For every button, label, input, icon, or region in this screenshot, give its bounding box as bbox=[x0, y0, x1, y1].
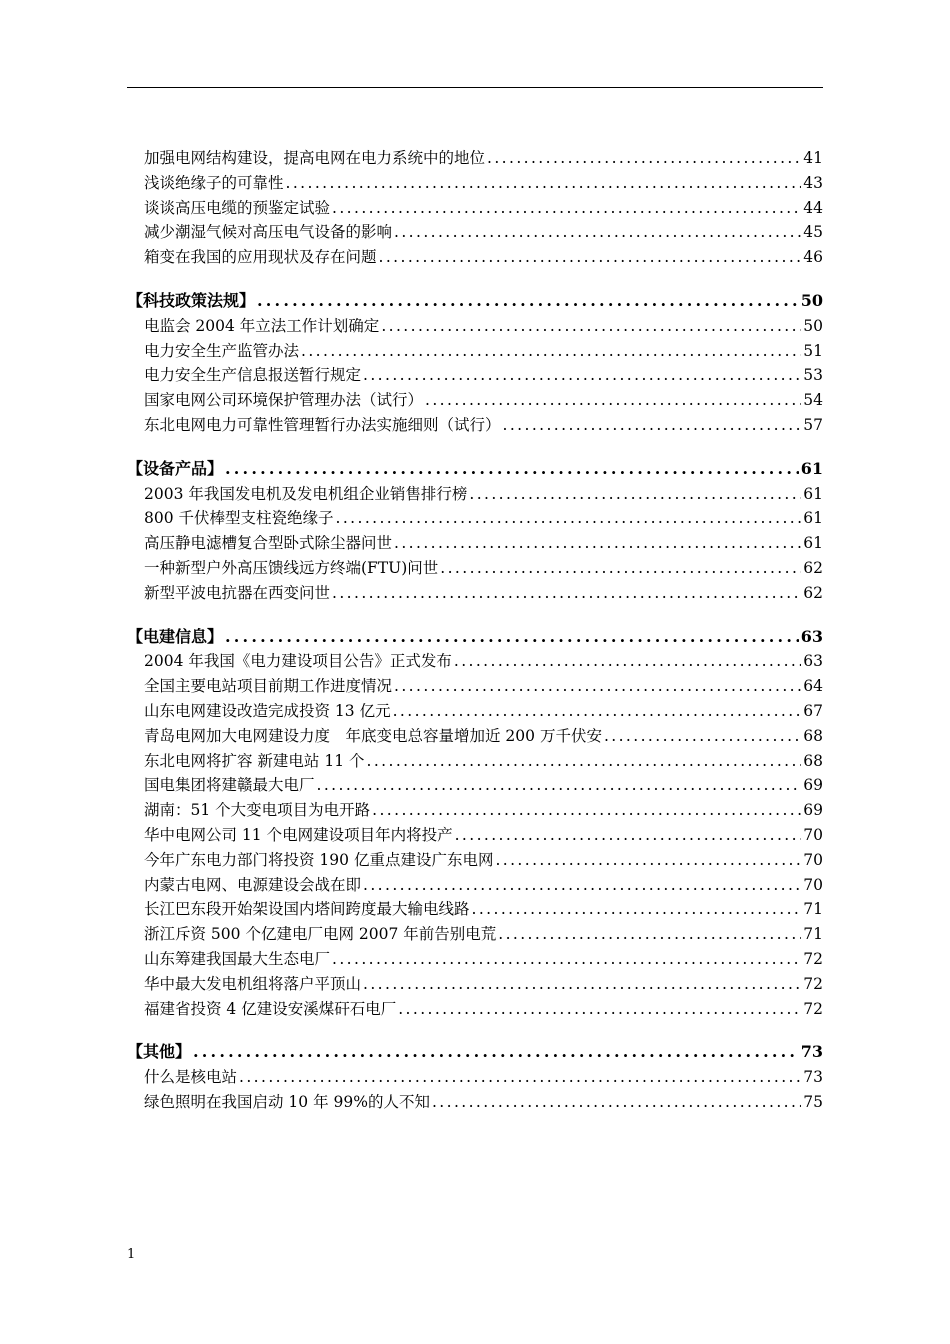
toc-entry-title: 浙江斥资 500 个亿建电厂电网 2007 年前告别电荒 bbox=[144, 925, 497, 944]
toc-entry-page: 75 bbox=[803, 1092, 823, 1111]
toc-entry[interactable] bbox=[127, 531, 823, 556]
toc-section bbox=[127, 625, 823, 1022]
toc-entry-page: 64 bbox=[803, 677, 823, 696]
toc-entry-page: 70 bbox=[803, 875, 823, 894]
toc-entry-title: 一种新型户外高压馈线远方终端(FTU)问世 bbox=[144, 558, 439, 577]
toc-entry[interactable] bbox=[127, 482, 823, 507]
toc-entry-title: 什么是核电站 bbox=[144, 1068, 238, 1087]
toc-entry-title: 东北电网电力可靠性管理暂行办法实施细则（试行） bbox=[144, 415, 501, 434]
dot-leader bbox=[286, 171, 802, 196]
dot-leader bbox=[257, 289, 799, 314]
dot-leader bbox=[193, 1040, 799, 1065]
toc-entry-title: 绿色照明在我国启动 10 年 99%的人不知 bbox=[144, 1092, 430, 1111]
toc-entry-page: 69 bbox=[803, 801, 823, 820]
toc-entry-title: 国电集团将建赣最大电厂 bbox=[144, 776, 315, 795]
toc-section bbox=[127, 146, 823, 270]
toc-entry-page: 43 bbox=[803, 173, 823, 192]
toc-entry-page: 50 bbox=[803, 316, 823, 335]
toc-entry[interactable] bbox=[127, 848, 823, 873]
dot-leader bbox=[604, 724, 801, 749]
toc-entry-title: 浅谈绝缘子的可靠性 bbox=[144, 173, 284, 192]
toc-entry-page: 62 bbox=[803, 558, 823, 577]
dot-leader bbox=[425, 388, 801, 413]
toc-entry-title: 电力安全生产监管办法 bbox=[144, 341, 300, 360]
dot-leader bbox=[301, 339, 801, 364]
dot-leader bbox=[332, 947, 801, 972]
toc-entry[interactable] bbox=[127, 649, 823, 674]
toc-entry[interactable] bbox=[127, 699, 823, 724]
header-rule bbox=[127, 87, 823, 88]
toc-entry-title: 福建省投资 4 亿建设安溪煤矸石电厂 bbox=[144, 999, 397, 1018]
toc-entry[interactable] bbox=[127, 674, 823, 699]
toc-entry[interactable] bbox=[127, 749, 823, 774]
toc-entry-title: 电监会 2004 年立法工作计划确定 bbox=[144, 316, 380, 335]
toc-entry-title: 湖南：51 个大变电项目为电开路 bbox=[144, 801, 371, 820]
toc-entry[interactable] bbox=[127, 1065, 823, 1090]
toc-heading[interactable] bbox=[127, 1040, 823, 1065]
dot-leader bbox=[432, 1090, 801, 1115]
toc-entry-page: 68 bbox=[803, 726, 823, 745]
dot-leader bbox=[363, 972, 801, 997]
dot-leader bbox=[503, 413, 802, 438]
toc-entry-page: 51 bbox=[803, 341, 823, 360]
dot-leader bbox=[336, 506, 802, 531]
dot-leader bbox=[455, 823, 802, 848]
toc-entry-title: 2003 年我国发电机及发电机组企业销售排行榜 bbox=[144, 484, 468, 503]
dot-leader bbox=[363, 873, 801, 898]
toc-entry-page: 73 bbox=[803, 1068, 823, 1087]
dot-leader bbox=[495, 848, 801, 873]
toc-entry[interactable] bbox=[127, 506, 823, 531]
toc-heading-title: 【科技政策法规】 bbox=[127, 290, 256, 310]
dot-leader bbox=[363, 363, 801, 388]
toc-entry-title: 800 千伏棒型支柱瓷绝缘子 bbox=[144, 509, 334, 528]
toc-entry-title: 华中电网公司 11 个电网建设项目年内将投产 bbox=[144, 825, 453, 844]
toc-entry[interactable] bbox=[127, 997, 823, 1022]
toc-entry[interactable] bbox=[127, 947, 823, 972]
dot-leader bbox=[239, 1065, 801, 1090]
toc-entry[interactable] bbox=[127, 773, 823, 798]
toc-heading[interactable] bbox=[127, 625, 823, 650]
toc-entry-page: 63 bbox=[803, 652, 823, 671]
toc-entry[interactable] bbox=[127, 823, 823, 848]
toc-heading-title: 【其他】 bbox=[127, 1042, 192, 1062]
toc-entry[interactable] bbox=[127, 1090, 823, 1115]
toc-entry[interactable] bbox=[127, 556, 823, 581]
toc-entry-page: 44 bbox=[803, 198, 823, 217]
toc-entry-page: 61 bbox=[803, 534, 823, 553]
toc-entry[interactable] bbox=[127, 724, 823, 749]
dot-leader bbox=[498, 922, 801, 947]
toc-entry-page: 70 bbox=[803, 850, 823, 869]
toc-entry-title: 华中最大发电机组将落户平顶山 bbox=[144, 974, 362, 993]
toc-section bbox=[127, 1040, 823, 1114]
toc-entry-page: 46 bbox=[803, 248, 823, 267]
dot-leader bbox=[472, 897, 802, 922]
toc-entry-title: 山东筹建我国最大生态电厂 bbox=[144, 949, 331, 968]
dot-leader bbox=[332, 581, 801, 606]
toc-entry-title: 2004 年我国《电力建设项目公告》正式发布 bbox=[144, 652, 452, 671]
dot-leader bbox=[332, 196, 801, 221]
dot-leader bbox=[394, 674, 801, 699]
toc-entry-page: 72 bbox=[803, 999, 823, 1018]
toc-entry-page: 68 bbox=[803, 751, 823, 770]
toc-heading-page: 73 bbox=[800, 1042, 823, 1062]
toc-entry-page: 41 bbox=[803, 149, 823, 167]
toc-entry-title: 今年广东电力部门将投资 190 亿重点建设广东电网 bbox=[144, 850, 494, 869]
toc-entry-page: 71 bbox=[803, 900, 823, 919]
dot-leader bbox=[469, 482, 801, 507]
toc-entry[interactable] bbox=[127, 171, 823, 196]
toc-entry[interactable] bbox=[127, 196, 823, 221]
dot-leader bbox=[393, 699, 802, 724]
toc-entry-page: 72 bbox=[803, 949, 823, 968]
toc-section bbox=[127, 457, 823, 606]
toc-section bbox=[127, 289, 823, 438]
dot-leader bbox=[381, 314, 801, 339]
toc-heading-page: 50 bbox=[800, 290, 823, 310]
toc-entry-title: 长江巴东段开始架设国内塔间跨度最大输电线路 bbox=[144, 900, 470, 919]
toc-entry[interactable] bbox=[127, 798, 823, 823]
toc-entry-title: 加强电网结构建设，提高电网在电力系统中的地位 bbox=[144, 149, 486, 167]
toc-entry[interactable] bbox=[127, 388, 823, 413]
toc-entry-title: 内蒙古电网、电源建设会战在即 bbox=[144, 875, 362, 894]
toc-entry-title: 谈谈高压电缆的预鉴定试验 bbox=[144, 198, 331, 217]
toc-heading-title: 【设备产品】 bbox=[127, 458, 224, 478]
toc-entry-page: 61 bbox=[803, 509, 823, 528]
toc-entry-page: 72 bbox=[803, 974, 823, 993]
toc-entry[interactable] bbox=[127, 314, 823, 339]
toc-entry[interactable] bbox=[127, 339, 823, 364]
toc-entry[interactable] bbox=[127, 581, 823, 606]
toc-entry-title: 减少潮湿气候对高压电气设备的影响 bbox=[144, 223, 393, 242]
toc-entry[interactable] bbox=[127, 922, 823, 947]
toc-entry-title: 国家电网公司环境保护管理办法（试行） bbox=[144, 391, 424, 410]
toc-entry-page: 69 bbox=[803, 776, 823, 795]
toc-entry-title: 新型平波电抗器在西变问世 bbox=[144, 583, 331, 602]
dot-leader bbox=[225, 457, 799, 482]
toc-entry[interactable] bbox=[127, 897, 823, 922]
dot-leader bbox=[394, 531, 801, 556]
dot-leader bbox=[398, 997, 801, 1022]
toc-entry-page: 57 bbox=[803, 415, 823, 434]
toc-entry-title: 高压静电滤槽复合型卧式除尘器问世 bbox=[144, 534, 393, 553]
toc-entry-page: 61 bbox=[803, 484, 823, 503]
toc-entry[interactable] bbox=[127, 146, 823, 171]
dot-leader bbox=[317, 773, 802, 798]
toc-entry-page: 53 bbox=[803, 366, 823, 385]
toc-entry-title: 东北电网将扩容 新建电站 11 个 bbox=[144, 751, 365, 770]
toc-entry[interactable] bbox=[127, 220, 823, 245]
toc-entry-title: 电力安全生产信息报送暂行规定 bbox=[144, 366, 362, 385]
dot-leader bbox=[367, 749, 802, 774]
toc-entry[interactable] bbox=[127, 972, 823, 997]
dot-leader bbox=[487, 146, 801, 171]
toc-entry-page: 70 bbox=[803, 825, 823, 844]
toc-heading-title: 【电建信息】 bbox=[127, 626, 224, 646]
dot-leader bbox=[454, 649, 801, 674]
toc-heading[interactable] bbox=[127, 289, 823, 314]
toc-entry[interactable] bbox=[127, 873, 823, 898]
toc-entry[interactable] bbox=[127, 413, 823, 438]
toc-entry-page: 45 bbox=[803, 223, 823, 242]
toc-entry-page: 71 bbox=[803, 925, 823, 944]
dot-leader bbox=[225, 625, 799, 650]
dot-leader bbox=[372, 798, 801, 823]
dot-leader bbox=[440, 556, 801, 581]
toc-entry-page: 67 bbox=[803, 701, 823, 720]
toc-entry-title: 全国主要电站项目前期工作进度情况 bbox=[144, 677, 393, 696]
toc-entry-title: 箱变在我国的应用现状及存在问题 bbox=[144, 248, 377, 267]
table-of-contents bbox=[127, 146, 823, 1134]
toc-entry-page: 54 bbox=[803, 391, 823, 410]
toc-entry-page: 62 bbox=[803, 583, 823, 602]
dot-leader bbox=[394, 220, 801, 245]
toc-heading-page: 63 bbox=[800, 626, 823, 646]
toc-heading[interactable] bbox=[127, 457, 823, 482]
toc-entry-title: 青岛电网加大电网建设力度 年底变电总容量增加近 200 万千伏安 bbox=[144, 726, 602, 745]
toc-heading-page: 61 bbox=[800, 458, 823, 478]
dot-leader bbox=[379, 245, 802, 270]
toc-entry[interactable] bbox=[127, 245, 823, 270]
page-number: 1 bbox=[127, 1247, 136, 1262]
toc-entry-title: 山东电网建设改造完成投资 13 亿元 bbox=[144, 701, 391, 720]
toc-entry[interactable] bbox=[127, 363, 823, 388]
